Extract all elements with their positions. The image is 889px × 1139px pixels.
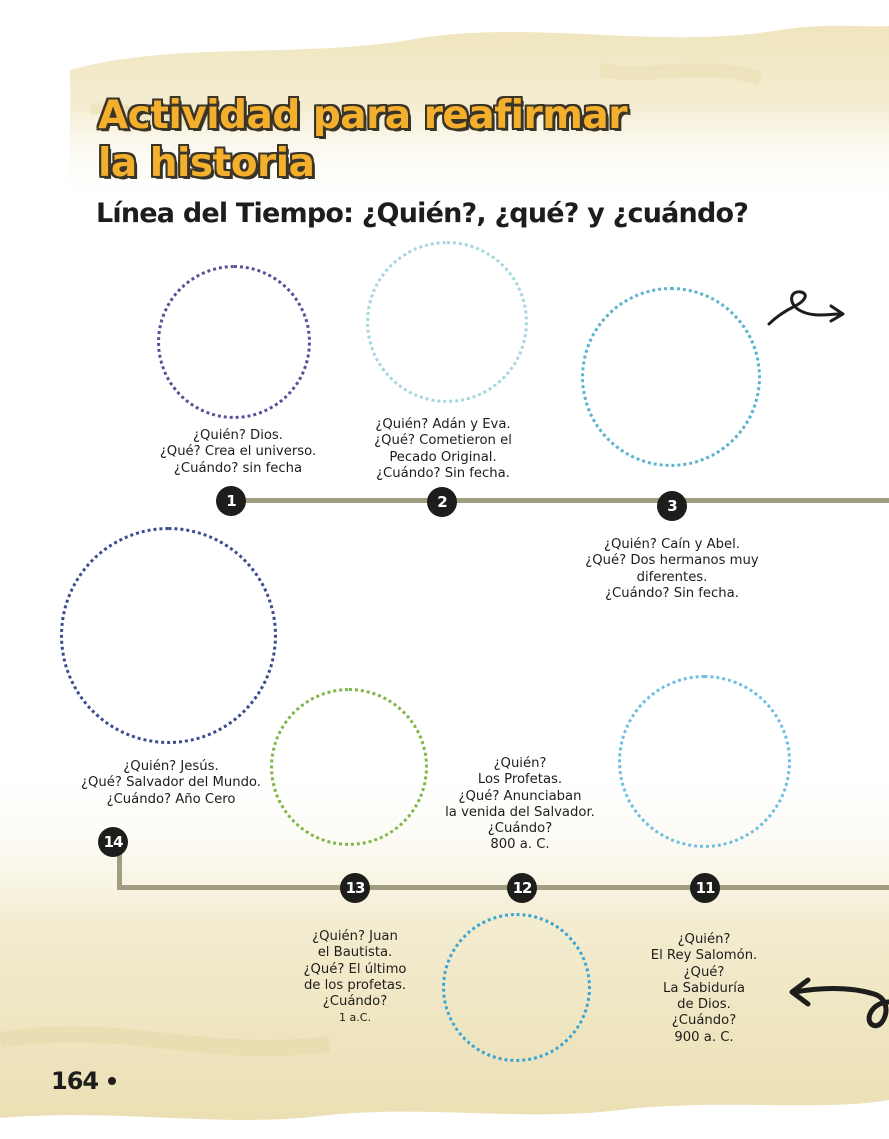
event-caption-1: ¿Quién? Dios. ¿Qué? Crea el universo. ¿Cuándo? sin fecha: [159, 428, 317, 476]
drawing-circle-2[interactable]: [366, 241, 528, 403]
event-caption-14: ¿Quién? Jesús. ¿Qué? Salvador del Mundo. ¿Cuándo? Año Cero: [81, 759, 261, 807]
title-line-2: la historia: [98, 141, 315, 186]
timeline-badge-13: 13: [340, 873, 370, 903]
timeline-badge-1: 1: [216, 486, 246, 516]
drawing-circle-14[interactable]: [60, 527, 277, 744]
event-caption-13: ¿Quién? Juan el Bautista. ¿Qué? El último de los profetas. ¿Cuándo? 1 a.C.: [303, 929, 407, 1025]
timeline-badge-14: 14: [98, 827, 128, 857]
drawing-circle-11[interactable]: [618, 675, 791, 848]
drawing-circle-1[interactable]: [157, 265, 311, 419]
page-number: 164: [51, 1067, 99, 1095]
timeline-badge-3: 3: [657, 491, 687, 521]
loop-arrow-left-icon: [788, 968, 889, 1038]
loop-arrow-right-icon: [765, 288, 850, 333]
event-caption-11: ¿Quién? El Rey Salomón. ¿Qué? La Sabiduría de Dios. ¿Cuándo? 900 a. C.: [650, 932, 758, 1045]
drawing-circle-12[interactable]: [442, 913, 591, 1062]
timeline-subtitle: Línea del Tiempo: ¿Quién?, ¿qué? y ¿cuándo?: [96, 198, 749, 229]
timeline-badge-2: 2: [427, 487, 457, 517]
title-line-1: Actividad para reafirmar: [98, 93, 627, 138]
timeline-line-bottom: [117, 885, 889, 890]
timeline-line-top: [231, 498, 889, 503]
event-caption-2: ¿Quién? Adán y Eva. ¿Qué? Cometieron el Pecado Original. ¿Cuándo? Sin fecha.: [374, 417, 512, 481]
event-caption-3: ¿Quién? Caín y Abel. ¿Qué? Dos hermanos muy diferentes. ¿Cuándo? Sin fecha.: [585, 537, 759, 601]
timeline-badge-11: 11: [690, 873, 720, 903]
activity-title: [98, 92, 627, 188]
page-number-dot: [108, 1077, 116, 1085]
event-caption-12: ¿Quién? Los Profetas. ¿Qué? Anunciaban la venida del Salvador. ¿Cuándo? 800 a. C.: [445, 756, 595, 853]
drawing-circle-3[interactable]: [581, 287, 761, 467]
timeline-badge-12: 12: [507, 873, 537, 903]
drawing-circle-13[interactable]: [270, 688, 428, 846]
